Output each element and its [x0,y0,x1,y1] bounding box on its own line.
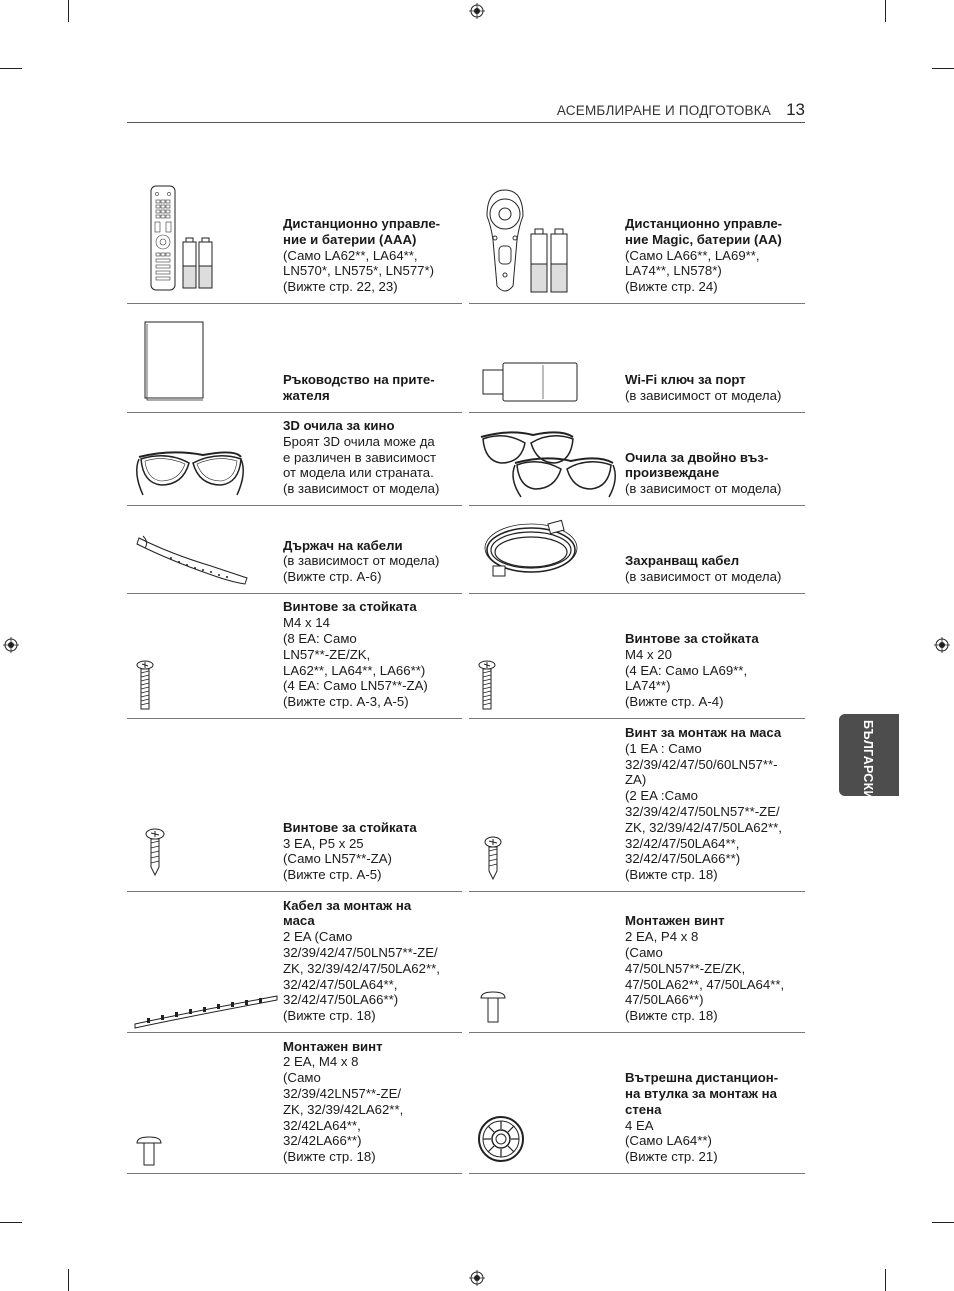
language-tab [839,714,899,800]
crop-mark [932,68,954,69]
item-text [625,553,801,585]
item-text [625,1070,801,1165]
item-title: 3D очила за кино [283,418,395,434]
item-description: Броят 3D очила може да е различен в зависимост от модела или страната. (в зависимост от модела) [283,433,440,497]
mounting-screw-icon [473,892,621,1032]
item-text [283,418,458,497]
item-description: 4 EA (Само LA64**) (Вижте стр. 21) [625,1117,718,1165]
accessory-item [127,506,462,594]
section-title: АСЕМБЛИРАНЕ И ПОДГОТОВКА [556,103,771,118]
accessory-item [469,304,805,413]
item-description: (1 EA : Само 32/39/42/47/50/60LN57**- ZA) (2 EA :Само 32/39/42/47/50LN57**-ZE/ ZK, 32/39/42/47/50LA62**, 32/42/47/50LA64**, 32/42/47/50LA66**) (Вижте стр. 18) [625,740,782,883]
item-description: 2 EA (Само 32/39/42/47/50LN57**-ZE/ ZK, 32/39/42/47/50LA62**, 32/42/47/50LA64**, 32/42/47/50LA66**) (Вижте стр. 18) [283,929,440,1024]
item-description: (в зависимост от модела) [625,388,782,404]
item-description: 2 EA, M4 x 8 (Само 32/39/42LN57**-ZE/ ZK, 32/39/42LA62**, 32/42LA64**, 32/42LA66**) (Вижте стр. 18) [283,1054,404,1165]
accessory-item [469,719,805,892]
crop-mark [0,1222,22,1223]
stand-screw-icon [131,594,279,718]
item-text [283,599,458,710]
accessory-item [127,180,462,304]
item-text [625,216,801,295]
crop-mark [68,1269,69,1291]
item-text [625,450,801,497]
item-description: M4 x 14 (8 EA: Само LN57**-ZE/ZK, LA62**, LA64**, LA66**) (4 EA: Само LN57**-ZA) (Вижте стр. A-3, A-5) [283,615,428,710]
item-title: Винтове за стойката [625,631,759,647]
crop-mark [0,68,22,69]
item-text [283,898,458,1024]
page-header [127,100,805,123]
item-title: Ръководство на прите- жателя [283,372,435,404]
accessory-item [127,719,462,892]
mounting-screw-icon [131,1033,279,1173]
item-text [283,216,458,295]
accessory-item [469,413,805,506]
item-text [625,631,801,710]
item-description: 2 EA, P4 x 8 (Само 47/50LN57**-ZE/ZK, 47/50LA62**, 47/50LA64**, 47/50LA66**) (Вижте стр. 18) [625,929,785,1024]
item-text [625,372,801,404]
item-title: Захранващ кабел [625,553,740,569]
crop-mark [932,1222,954,1223]
dual-play-glasses-icon [473,413,621,505]
item-title: Винт за монтаж на маса [625,725,782,741]
accessory-item [127,413,462,506]
item-title: Вътрешна дистанцион- на втулка за монтаж на стена [625,1070,779,1117]
remote-control-icon [131,180,279,303]
page-number: 13 [786,100,805,119]
3d-glasses-icon [131,413,279,505]
tapping-screw-icon [131,719,279,891]
item-description: (Само LA62**, LA64**, LN570*, LN575*, LN577*) (Вижте стр. 22, 23) [283,247,435,295]
registration-mark-icon [934,637,950,653]
item-description: (Само LA66**, LA69**, LA74**, LN578*) (Вижте стр. 24) [625,247,760,295]
language-tab-label: БЪЛГАРСКИ [861,720,875,800]
item-text [625,913,801,1024]
item-title: Wi-Fi ключ за порт [625,372,746,388]
power-cord-icon [473,506,621,593]
desk-mount-screw-icon [473,719,621,891]
item-description: (в зависимост от модела) (Вижте стр. A-6) [283,553,440,585]
stand-screw-icon [473,594,621,718]
item-description: M4 x 20 (4 EA: Само LA69**, LA74**) (Вижте стр. A-4) [625,646,748,710]
item-title: Монтажен винт [625,913,725,929]
cable-holder-icon [131,506,279,593]
item-title: Винтове за стойката [283,819,417,835]
accessory-item [469,594,805,719]
magic-remote-icon [473,180,621,303]
item-title: Кабел за монтаж на маса [283,897,412,929]
accessory-item [127,1033,462,1174]
crop-mark [885,1269,886,1291]
manual-icon [131,304,279,412]
accessory-item [469,180,805,304]
item-description: (в зависимост от модела) [625,481,782,497]
item-text [625,725,801,883]
registration-mark-icon [469,3,485,19]
item-text [283,372,458,404]
registration-mark-icon [3,637,19,653]
item-description: (в зависимост от модела) [625,569,782,585]
item-description: 3 EA, P5 x 25 (Само LN57**-ZA) (Вижте стр. A-5) [283,835,392,883]
item-text [283,1039,458,1165]
accessory-item [469,1033,805,1174]
item-title: Монтажен винт [283,1038,383,1054]
item-title: Държач на кабели [283,537,403,553]
item-title: Очила за двойно въз- произвеждане [625,449,769,481]
crop-mark [885,0,886,22]
item-title: Дистанционно управле- ние и батерии (AAA) [283,216,441,247]
accessory-item [127,304,462,413]
accessory-item [469,892,805,1033]
item-title: Дистанционно управле- ние Magic, батерии (AA) [625,216,783,247]
registration-mark-icon [469,1270,485,1286]
wall-mount-spacer-icon [473,1033,621,1173]
item-text [283,820,458,883]
accessory-item [127,594,462,719]
accessory-item [469,506,805,594]
wifi-dongle-icon [473,304,621,412]
accessory-item [127,892,462,1033]
desk-mount-cable-icon [131,892,279,1032]
item-title: Винтове за стойката [283,599,417,615]
crop-mark [68,0,69,22]
item-text [283,538,458,585]
